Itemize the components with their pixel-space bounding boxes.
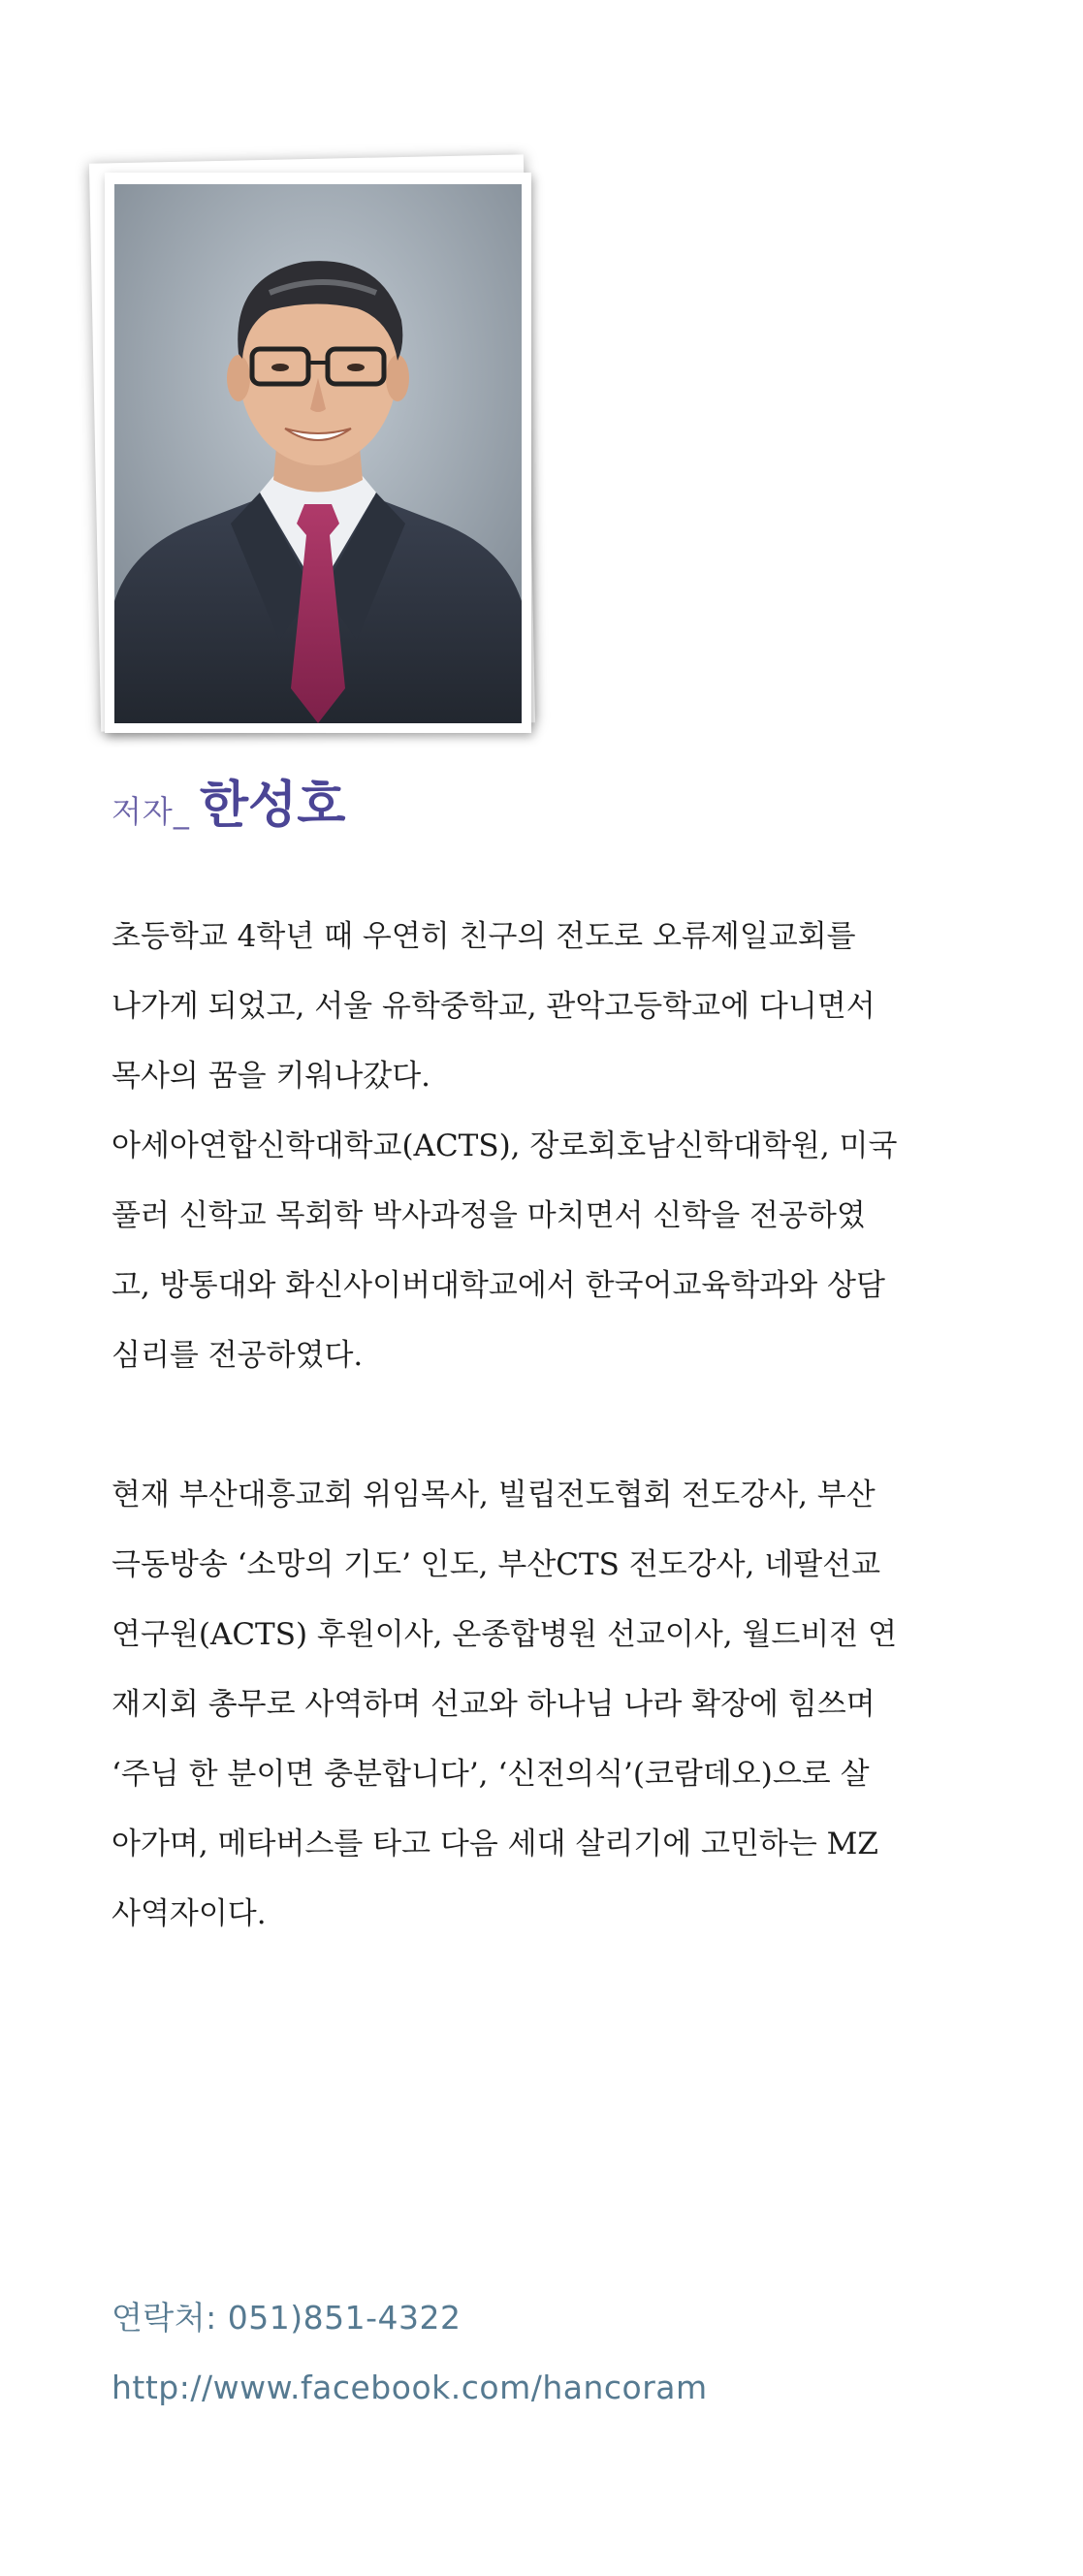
contact-website-link[interactable]: http://www.facebook.com/hancoram bbox=[111, 2369, 708, 2406]
contact-info bbox=[111, 2283, 708, 2423]
photo-border bbox=[105, 173, 531, 733]
bio-line: 극동방송 ‘소망의 기도’ 인도, 부산CTS 전도강사, 네팔선교 bbox=[111, 1547, 881, 1582]
bio-line: 현재 부산대흥교회 위임목사, 빌립전도협회 전도강사, 부산 bbox=[111, 1478, 876, 1512]
bio-line: 풀러 신학교 목회학 박사과정을 마치면서 신학을 전공하였 bbox=[111, 1198, 866, 1233]
author-portrait bbox=[114, 184, 522, 723]
bio-line: 초등학교 4학년 때 우연히 친구의 전도로 오류제일교회를 bbox=[111, 919, 856, 954]
bio-line: 목사의 꿈을 키워나갔다. bbox=[111, 1059, 431, 1094]
author-photo-frame bbox=[105, 173, 531, 733]
bio-line: ‘주님 한 분이면 충분합니다’, ‘신전의식’(코람데오)으로 살 bbox=[111, 1757, 870, 1792]
bio-line: 아세아연합신학대학교(ACTS), 장로회호남신학대학원, 미국 bbox=[111, 1129, 898, 1163]
bio-line: 재지회 총무로 사역하며 선교와 하나님 나라 확장에 힘쓰며 bbox=[111, 1687, 876, 1722]
author-heading bbox=[111, 764, 346, 837]
author-biography bbox=[111, 902, 955, 1949]
author-label: 저자_ bbox=[111, 793, 190, 830]
contact-phone: 연락처: 051)851-4322 bbox=[111, 2299, 462, 2337]
bio-line: 연구원(ACTS) 후원이사, 온종합병원 선교이사, 월드비전 연 bbox=[111, 1617, 898, 1652]
bio-line: 심리를 전공하였다. bbox=[111, 1338, 364, 1373]
bio-line: 사역자이다. bbox=[111, 1896, 267, 1931]
bio-line: 고, 방통대와 화신사이버대학교에서 한국어교육학과와 상담 bbox=[111, 1268, 885, 1303]
bio-line: 나가게 되었고, 서울 유학중학교, 관악고등학교에 다니면서 bbox=[111, 989, 876, 1024]
paragraph-spacer bbox=[111, 1390, 955, 1460]
bio-line: 아가며, 메타버스를 타고 다음 세대 살리기에 고민하는 MZ bbox=[111, 1827, 878, 1861]
author-name: 한성호 bbox=[199, 777, 346, 835]
portrait-illustration bbox=[114, 184, 522, 723]
